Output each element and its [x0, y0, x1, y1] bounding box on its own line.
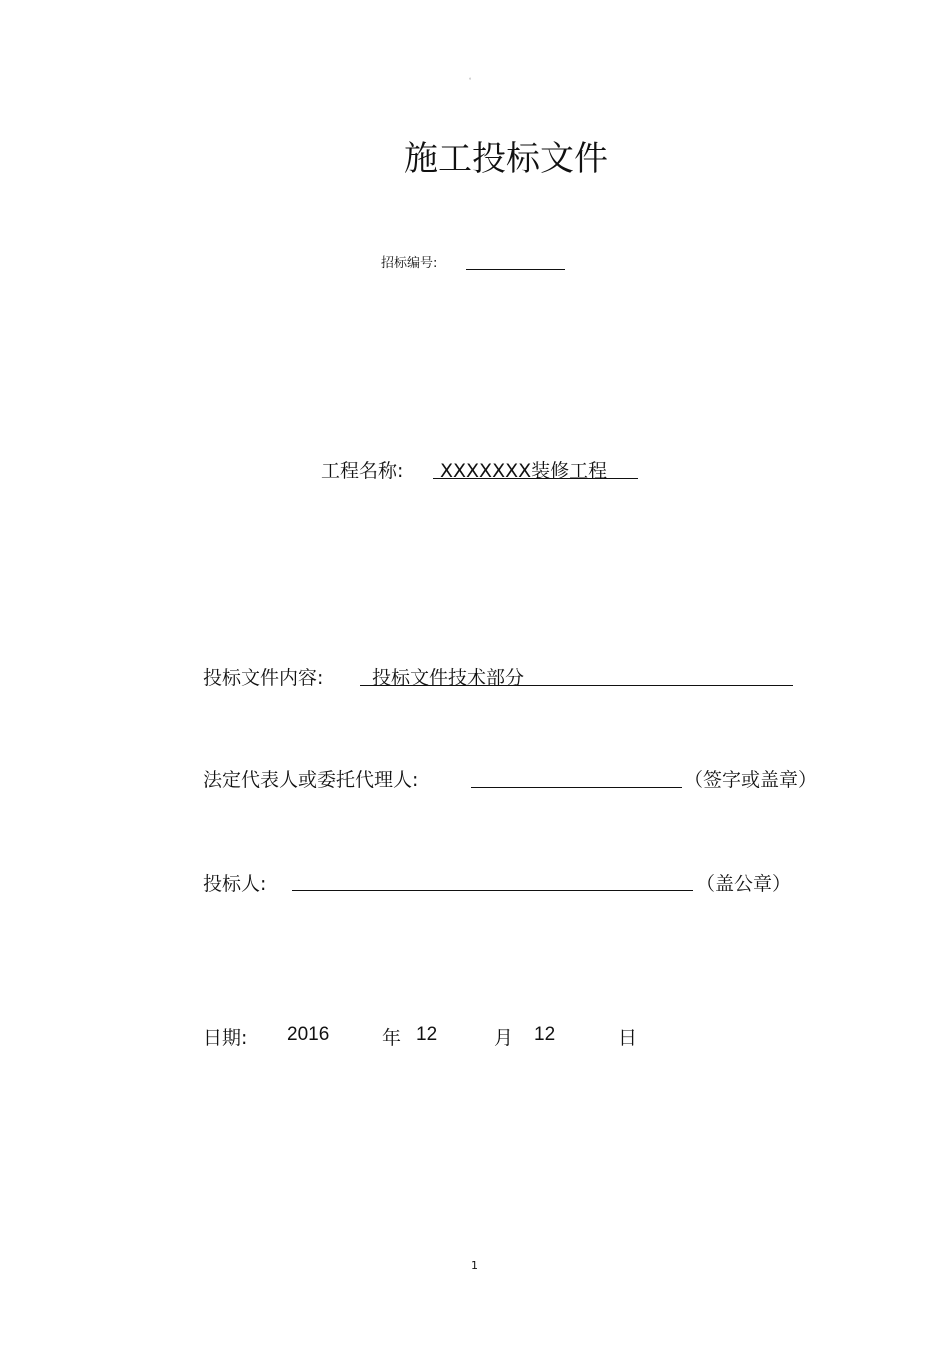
content-value: 投标文件技术部分	[372, 667, 525, 689]
document-title: 施工投标文件	[404, 139, 608, 179]
date-year: 2016	[287, 1024, 330, 1045]
bidder-note: （盖公章）	[696, 873, 792, 895]
date-label: 日期:	[203, 1027, 248, 1049]
bid-number-underline	[466, 269, 565, 270]
project-name-underline	[433, 478, 638, 479]
content-label: 投标文件内容:	[203, 667, 324, 689]
bid-number-label: 招标编号:	[381, 256, 438, 271]
page-number: 1	[471, 1259, 478, 1272]
date-month-unit: 月	[494, 1027, 514, 1049]
project-name-value: XXXXXXX装修工程	[440, 460, 608, 482]
date-month: 12	[416, 1024, 438, 1045]
representative-underline	[471, 787, 682, 788]
date-year-unit: 年	[382, 1027, 402, 1049]
header-mark: 。	[469, 74, 476, 81]
content-underline	[360, 685, 793, 686]
bidder-underline	[292, 890, 693, 891]
bidder-label: 投标人:	[203, 873, 267, 895]
date-day-unit: 日	[618, 1027, 638, 1049]
date-day: 12	[534, 1024, 556, 1045]
representative-note: （签字或盖章）	[684, 769, 818, 791]
representative-label: 法定代表人或委托代理人:	[203, 769, 419, 791]
project-name-label: 工程名称:	[321, 460, 404, 482]
